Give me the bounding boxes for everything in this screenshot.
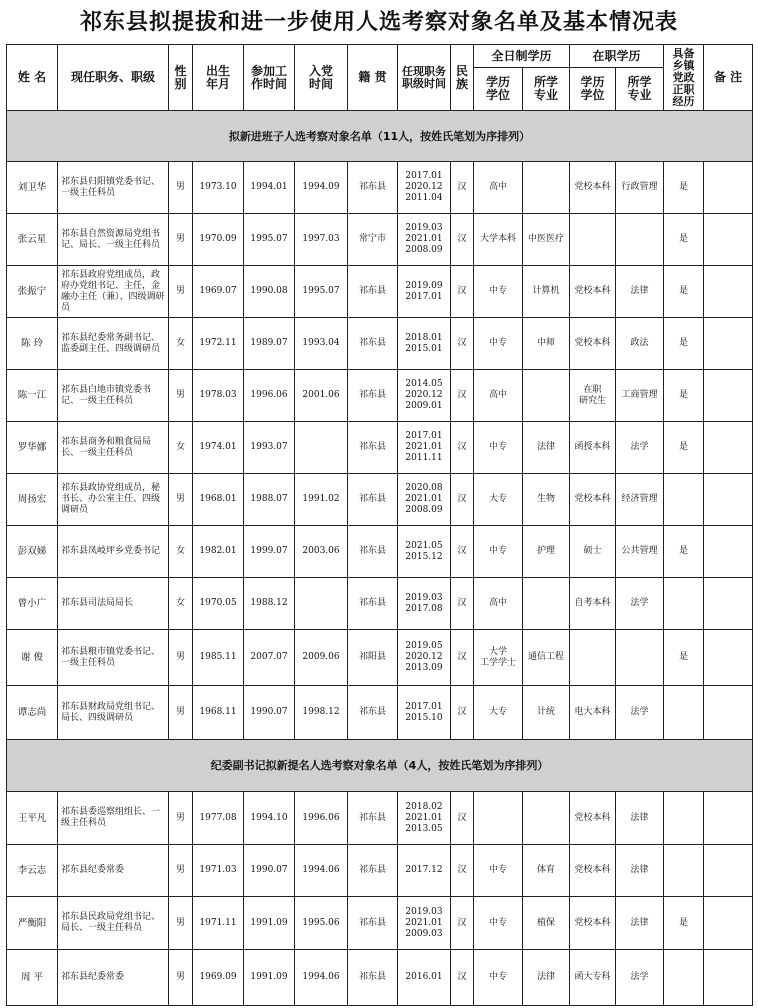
- fulltime-major-cell: [523, 578, 570, 630]
- inservice-degree-cell: 党校本科: [570, 792, 616, 845]
- party-join-cell: [295, 422, 348, 474]
- remark-cell: [704, 630, 753, 686]
- gender-cell: 男: [169, 686, 193, 740]
- inservice-major-cell: 行政管理: [616, 162, 664, 214]
- origin-cell: 祁东县: [348, 950, 398, 1006]
- party-join-cell: 2009.06: [295, 630, 348, 686]
- work-start-cell: 1993.07: [244, 422, 295, 474]
- work-start-cell: 1994.10: [244, 792, 295, 845]
- remark-cell: [704, 792, 753, 845]
- party-join-cell: 2003.06: [295, 526, 348, 578]
- work-start-cell: 1996.06: [244, 370, 295, 422]
- work-start-cell: 1988.07: [244, 474, 295, 526]
- ethnicity-cell: 汉: [451, 422, 474, 474]
- birth-cell: 1971.11: [193, 897, 244, 950]
- fulltime-major-cell: 中师: [523, 318, 570, 370]
- birth-cell: 1968.01: [193, 474, 244, 526]
- township-exp-cell: 是: [664, 162, 704, 214]
- inservice-major-cell: 法学: [616, 422, 664, 474]
- table-row: [7, 578, 753, 630]
- fulltime-major-cell: 体育: [523, 845, 570, 897]
- inservice-major-cell: 工商管理: [616, 370, 664, 422]
- ethnicity-cell: 汉: [451, 792, 474, 845]
- post-cell: 祁东县纪委常委: [58, 845, 169, 897]
- origin-cell: 祁阳县: [348, 630, 398, 686]
- origin-cell: 祁东县: [348, 318, 398, 370]
- party-join-cell: 1994.09: [295, 162, 348, 214]
- birth-cell: 1972.11: [193, 318, 244, 370]
- header-fulltime-edu: 全日制学历: [474, 45, 570, 68]
- inservice-degree-cell: 党校本科: [570, 897, 616, 950]
- gender-cell: 男: [169, 214, 193, 266]
- township-exp-cell: 是: [664, 370, 704, 422]
- gender-cell: 女: [169, 318, 193, 370]
- birth-cell: 1969.07: [193, 266, 244, 318]
- inservice-major-cell: [616, 214, 664, 266]
- inservice-degree-cell: 函大专科: [570, 950, 616, 1006]
- ethnicity-cell: 汉: [451, 526, 474, 578]
- gender-cell: 男: [169, 950, 193, 1006]
- post-cell: 祁东县商务和粮食局局长、一级主任科员: [58, 422, 169, 474]
- fulltime-major-cell: 法律: [523, 422, 570, 474]
- name-cell: 刘卫华: [7, 162, 58, 214]
- township-exp-cell: [664, 474, 704, 526]
- inservice-degree-cell: 自考本科: [570, 578, 616, 630]
- birth-cell: 1970.09: [193, 214, 244, 266]
- table-row: [7, 474, 753, 526]
- remark-cell: [704, 686, 753, 740]
- header-post: 现任职务、职级: [58, 45, 169, 111]
- township-exp-cell: 是: [664, 214, 704, 266]
- birth-cell: 1985.11: [193, 630, 244, 686]
- township-exp-cell: 是: [664, 630, 704, 686]
- header-name: 姓 名: [7, 45, 58, 111]
- section-title: 拟新进班子人选考察对象名单（11人，按姓氏笔划为序排列）: [7, 111, 753, 162]
- post-cell: 祁东县民政局党组书记、局长、一级主任科员: [58, 897, 169, 950]
- fulltime-degree-cell: 中专: [474, 266, 523, 318]
- ethnicity-cell: 汉: [451, 950, 474, 1006]
- post-cell: 祁东县委巡察组组长、一级主任科员: [58, 792, 169, 845]
- name-cell: 严衡阳: [7, 897, 58, 950]
- table-row: [7, 897, 753, 950]
- inservice-degree-cell: 党校本科: [570, 266, 616, 318]
- ethnicity-cell: 汉: [451, 370, 474, 422]
- inservice-degree-cell: 硕士: [570, 526, 616, 578]
- table-row: [7, 318, 753, 370]
- post-time-cell: 2019.09 2017.01: [398, 266, 451, 318]
- township-exp-cell: [664, 686, 704, 740]
- origin-cell: 祁东县: [348, 845, 398, 897]
- work-start-cell: 1995.07: [244, 214, 295, 266]
- origin-cell: 常宁市: [348, 214, 398, 266]
- post-cell: 祁东县白地市镇党委书记、一级主任科员: [58, 370, 169, 422]
- ethnicity-cell: 汉: [451, 214, 474, 266]
- township-exp-cell: [664, 792, 704, 845]
- fulltime-major-cell: 中医医疗: [523, 214, 570, 266]
- work-start-cell: 1990.08: [244, 266, 295, 318]
- post-time-cell: 2017.01 2020.12 2011.04: [398, 162, 451, 214]
- gender-cell: 男: [169, 370, 193, 422]
- table-row: [7, 792, 753, 845]
- work-start-cell: 1990.07: [244, 686, 295, 740]
- name-cell: 王平凡: [7, 792, 58, 845]
- work-start-cell: 1994.01: [244, 162, 295, 214]
- post-time-cell: 2014.05 2020.12 2009.01: [398, 370, 451, 422]
- inservice-major-cell: [616, 630, 664, 686]
- name-cell: 曾小广: [7, 578, 58, 630]
- inservice-degree-cell: 党校本科: [570, 845, 616, 897]
- inservice-degree-cell: [570, 214, 616, 266]
- post-cell: 祁东县归阳镇党委书记、一级主任科员: [58, 162, 169, 214]
- work-start-cell: 1991.09: [244, 897, 295, 950]
- birth-cell: 1982.01: [193, 526, 244, 578]
- name-cell: 陈 玲: [7, 318, 58, 370]
- header-post-time: 任现职务 职级时间: [398, 45, 451, 111]
- header-fulltime-degree: 学历 学位: [474, 68, 523, 111]
- post-time-cell: 2019.03 2017.08: [398, 578, 451, 630]
- township-exp-cell: 是: [664, 897, 704, 950]
- table-row: [7, 370, 753, 422]
- gender-cell: 女: [169, 578, 193, 630]
- fulltime-degree-cell: 大学 工学学士: [474, 630, 523, 686]
- inservice-degree-cell: 党校本科: [570, 474, 616, 526]
- name-cell: 周 平: [7, 950, 58, 1006]
- birth-cell: 1971.03: [193, 845, 244, 897]
- gender-cell: 男: [169, 897, 193, 950]
- township-exp-cell: [664, 950, 704, 1006]
- table-row: [7, 686, 753, 740]
- remark-cell: [704, 266, 753, 318]
- inservice-major-cell: 法学: [616, 578, 664, 630]
- remark-cell: [704, 845, 753, 897]
- name-cell: 彭双娣: [7, 526, 58, 578]
- remark-cell: [704, 474, 753, 526]
- remark-cell: [704, 897, 753, 950]
- name-cell: 谢 俊: [7, 630, 58, 686]
- ethnicity-cell: 汉: [451, 630, 474, 686]
- birth-cell: 1978.03: [193, 370, 244, 422]
- remark-cell: [704, 318, 753, 370]
- origin-cell: 祁东县: [348, 686, 398, 740]
- post-cell: 祁东县司法局局长: [58, 578, 169, 630]
- post-time-cell: 2021.05 2015.12: [398, 526, 451, 578]
- fulltime-major-cell: 法律: [523, 950, 570, 1006]
- post-cell: 祁东县纪委常委: [58, 950, 169, 1006]
- fulltime-degree-cell: [474, 792, 523, 845]
- fulltime-major-cell: 生物: [523, 474, 570, 526]
- remark-cell: [704, 422, 753, 474]
- ethnicity-cell: 汉: [451, 686, 474, 740]
- origin-cell: 祁东县: [348, 526, 398, 578]
- table-row: [7, 845, 753, 897]
- header-fulltime-major: 所学 专业: [523, 68, 570, 111]
- fulltime-degree-cell: 大学本科: [474, 214, 523, 266]
- work-start-cell: 1989.07: [244, 318, 295, 370]
- fulltime-degree-cell: 高中: [474, 370, 523, 422]
- name-cell: 周扬宏: [7, 474, 58, 526]
- header-birth: 出生 年月: [193, 45, 244, 111]
- fulltime-degree-cell: 高中: [474, 578, 523, 630]
- name-cell: 陈一江: [7, 370, 58, 422]
- inservice-major-cell: 法学: [616, 950, 664, 1006]
- party-join-cell: 1995.07: [295, 266, 348, 318]
- table-row: [7, 630, 753, 686]
- birth-cell: 1977.08: [193, 792, 244, 845]
- header-party-join: 入党 时间: [295, 45, 348, 111]
- ethnicity-cell: 汉: [451, 474, 474, 526]
- origin-cell: 祁东县: [348, 266, 398, 318]
- header-origin: 籍 贯: [348, 45, 398, 111]
- header-work-start: 参加工 作时间: [244, 45, 295, 111]
- fulltime-major-cell: [523, 162, 570, 214]
- remark-cell: [704, 162, 753, 214]
- fulltime-major-cell: 通信工程: [523, 630, 570, 686]
- fulltime-degree-cell: 中专: [474, 526, 523, 578]
- remark-cell: [704, 370, 753, 422]
- name-cell: 张振宁: [7, 266, 58, 318]
- post-time-cell: 2019.05 2020.12 2013.09: [398, 630, 451, 686]
- party-join-cell: 1996.06: [295, 792, 348, 845]
- post-cell: 祁东县政协党组成员，秘书长、办公室主任、四级调研员: [58, 474, 169, 526]
- fulltime-degree-cell: 中专: [474, 318, 523, 370]
- origin-cell: 祁东县: [348, 474, 398, 526]
- header-inservice-degree: 学历 学位: [570, 68, 616, 111]
- origin-cell: 祁东县: [348, 422, 398, 474]
- work-start-cell: 1991.09: [244, 950, 295, 1006]
- inservice-degree-cell: 电大本科: [570, 686, 616, 740]
- remark-cell: [704, 578, 753, 630]
- birth-cell: 1969.09: [193, 950, 244, 1006]
- fulltime-degree-cell: 高中: [474, 162, 523, 214]
- table-row: [7, 214, 753, 266]
- ethnicity-cell: 汉: [451, 266, 474, 318]
- inservice-degree-cell: 党校本科: [570, 318, 616, 370]
- township-exp-cell: 是: [664, 422, 704, 474]
- post-cell: 祁东县政府党组成员，政府办党组书记、主任，金融办主任（兼）、四级调研员: [58, 266, 169, 318]
- header-inservice-edu: 在职学历: [570, 45, 664, 68]
- party-join-cell: 1998.12: [295, 686, 348, 740]
- fulltime-major-cell: 计算机: [523, 266, 570, 318]
- gender-cell: 男: [169, 630, 193, 686]
- gender-cell: 男: [169, 266, 193, 318]
- gender-cell: 女: [169, 526, 193, 578]
- party-join-cell: 1994.06: [295, 845, 348, 897]
- remark-cell: [704, 214, 753, 266]
- inservice-major-cell: 法律: [616, 266, 664, 318]
- inservice-degree-cell: 函授本科: [570, 422, 616, 474]
- post-time-cell: 2017.01 2015.10: [398, 686, 451, 740]
- fulltime-major-cell: 护理: [523, 526, 570, 578]
- name-cell: 谭志尚: [7, 686, 58, 740]
- post-time-cell: 2017.12: [398, 845, 451, 897]
- name-cell: 罗华娜: [7, 422, 58, 474]
- party-join-cell: 1997.03: [295, 214, 348, 266]
- ethnicity-cell: 汉: [451, 162, 474, 214]
- post-cell: 祁东县凤岐坪乡党委书记: [58, 526, 169, 578]
- inservice-major-cell: 法律: [616, 845, 664, 897]
- candidate-table: [6, 44, 753, 1006]
- township-exp-cell: 是: [664, 318, 704, 370]
- inservice-major-cell: 经济管理: [616, 474, 664, 526]
- fulltime-major-cell: 计统: [523, 686, 570, 740]
- post-time-cell: 2017.01 2021.01 2011.11: [398, 422, 451, 474]
- inservice-major-cell: 法律: [616, 792, 664, 845]
- inservice-major-cell: 法学: [616, 686, 664, 740]
- origin-cell: 祁东县: [348, 370, 398, 422]
- table-row: [7, 526, 753, 578]
- header-township-exp: 具备 乡镇 党政 正职 经历: [664, 45, 704, 111]
- fulltime-degree-cell: 中专: [474, 950, 523, 1006]
- name-cell: 李云志: [7, 845, 58, 897]
- inservice-degree-cell: 在职 研究生: [570, 370, 616, 422]
- gender-cell: 男: [169, 162, 193, 214]
- inservice-major-cell: 公共管理: [616, 526, 664, 578]
- post-cell: 祁东县财政局党组书记、局长、四级调研员: [58, 686, 169, 740]
- name-cell: 张云星: [7, 214, 58, 266]
- header-remark: 备 注: [704, 45, 753, 111]
- table-row: [7, 950, 753, 1006]
- fulltime-major-cell: [523, 792, 570, 845]
- gender-cell: 男: [169, 845, 193, 897]
- party-join-cell: 1991.02: [295, 474, 348, 526]
- remark-cell: [704, 950, 753, 1006]
- party-join-cell: 1994.06: [295, 950, 348, 1006]
- fulltime-degree-cell: 大专: [474, 474, 523, 526]
- party-join-cell: 1993.04: [295, 318, 348, 370]
- origin-cell: 祁东县: [348, 578, 398, 630]
- inservice-degree-cell: [570, 630, 616, 686]
- fulltime-degree-cell: 中专: [474, 845, 523, 897]
- party-join-cell: 1995.06: [295, 897, 348, 950]
- party-join-cell: 2001.06: [295, 370, 348, 422]
- post-time-cell: 2018.02 2021.01 2013.05: [398, 792, 451, 845]
- fulltime-major-cell: [523, 370, 570, 422]
- table-row: [7, 162, 753, 214]
- table-row: [7, 422, 753, 474]
- ethnicity-cell: 汉: [451, 897, 474, 950]
- ethnicity-cell: 汉: [451, 318, 474, 370]
- page-title: 祁东县拟提拔和进一步使用人选考察对象名单及基本情况表: [79, 10, 678, 35]
- work-start-cell: 1988.12: [244, 578, 295, 630]
- fulltime-degree-cell: 大专: [474, 686, 523, 740]
- ethnicity-cell: 汉: [451, 578, 474, 630]
- township-exp-cell: 是: [664, 526, 704, 578]
- work-start-cell: 1990.07: [244, 845, 295, 897]
- fulltime-degree-cell: 中专: [474, 422, 523, 474]
- work-start-cell: 2007.07: [244, 630, 295, 686]
- fulltime-degree-cell: 中专: [474, 897, 523, 950]
- ethnicity-cell: 汉: [451, 845, 474, 897]
- post-time-cell: 2019.03 2021.01 2009.03: [398, 897, 451, 950]
- birth-cell: 1970.05: [193, 578, 244, 630]
- header-inservice-major: 所学 专业: [616, 68, 664, 111]
- post-time-cell: 2019.03 2021.01 2008.09: [398, 214, 451, 266]
- inservice-major-cell: 政法: [616, 318, 664, 370]
- birth-cell: 1968.11: [193, 686, 244, 740]
- header-ethnicity: 民 族: [451, 45, 474, 111]
- header-gender: 性 别: [169, 45, 193, 111]
- gender-cell: 男: [169, 474, 193, 526]
- post-cell: 祁东县粮市镇党委书记、一级主任科员: [58, 630, 169, 686]
- post-cell: 祁东县自然资源局党组书记、局长、一级主任科员: [58, 214, 169, 266]
- origin-cell: 祁东县: [348, 897, 398, 950]
- origin-cell: 祁东县: [348, 792, 398, 845]
- origin-cell: 祁东县: [348, 162, 398, 214]
- inservice-degree-cell: 党校本科: [570, 162, 616, 214]
- post-time-cell: 2018.01 2015.01: [398, 318, 451, 370]
- inservice-major-cell: 法律: [616, 897, 664, 950]
- post-time-cell: 2016.01: [398, 950, 451, 1006]
- gender-cell: 女: [169, 422, 193, 474]
- remark-cell: [704, 526, 753, 578]
- township-exp-cell: [664, 578, 704, 630]
- fulltime-major-cell: 植保: [523, 897, 570, 950]
- township-exp-cell: 是: [664, 266, 704, 318]
- birth-cell: 1974.01: [193, 422, 244, 474]
- post-time-cell: 2020.08 2021.01 2008.09: [398, 474, 451, 526]
- township-exp-cell: [664, 845, 704, 897]
- party-join-cell: [295, 578, 348, 630]
- section-title: 纪委副书记拟新提名人选考察对象名单（4人，按姓氏笔划为序排列）: [7, 740, 753, 792]
- gender-cell: 男: [169, 792, 193, 845]
- work-start-cell: 1999.07: [244, 526, 295, 578]
- table-row: [7, 266, 753, 318]
- birth-cell: 1973.10: [193, 162, 244, 214]
- post-cell: 祁东县纪委常务副书记、监委副主任、四级调研员: [58, 318, 169, 370]
